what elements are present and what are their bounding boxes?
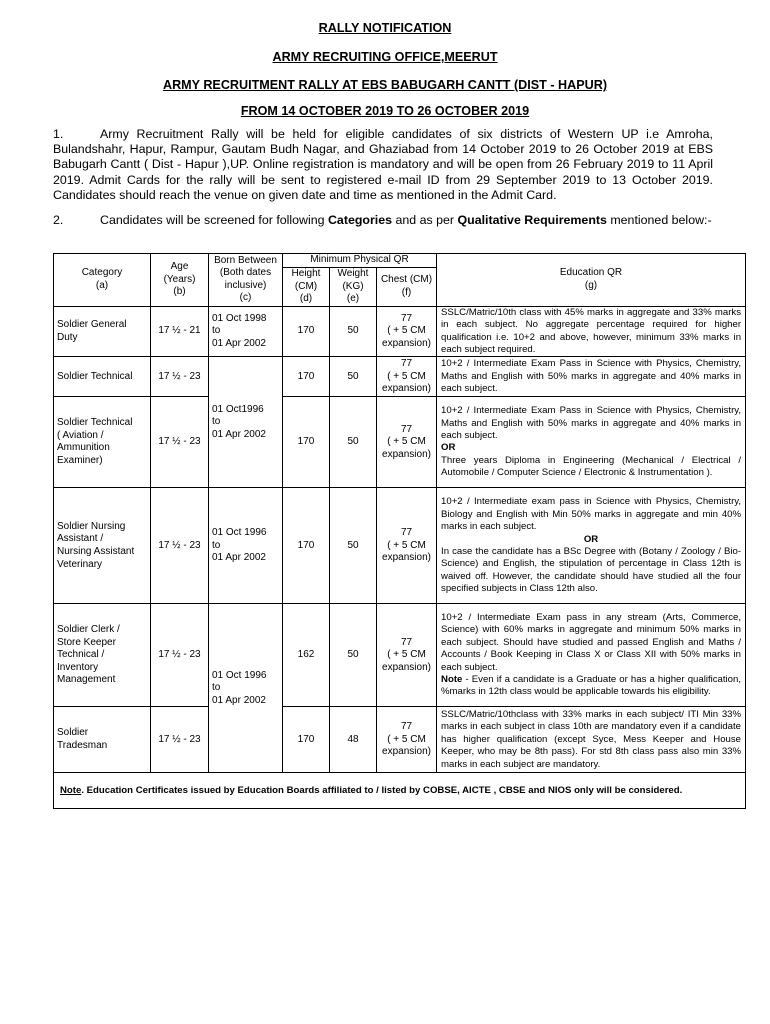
table-note-row xyxy=(54,773,746,809)
height-cell: 170 xyxy=(283,357,330,397)
age-cell: 17 ½ - 23 xyxy=(151,357,209,397)
education-cell: 10+2 / Intermediate Exam Pass in Science with Physics, Chemistry, Maths and English with 50% marks in aggregate and 40% marks in each subject. xyxy=(437,357,746,397)
paragraph-1 xyxy=(53,127,713,203)
age-cell: 17 ½ - 23 xyxy=(151,707,209,773)
education-cell: SSLC/Matric/10thclass with 33% marks in each subject/ ITI Min 33% marks in each subject in class 10th are mandatory even if a candidate has higher qualification (except Syce, Mess Keeper and House Keeper, who may be 8th pass). For std 8th class pass also min 33% marks in each subject are mandatory. xyxy=(437,707,746,773)
weight-cell: 50 xyxy=(330,357,377,397)
height-cell: 170 xyxy=(283,488,330,604)
born-cell-shared: 01 Oct 1996 to 01 Apr 2002 xyxy=(209,604,283,773)
weight-cell: 50 xyxy=(330,604,377,707)
height-cell: 170 xyxy=(283,707,330,773)
education-cell: 10+2 / Intermediate exam pass in Science with Physics, Chemistry, Biology and English with Min 50% marks in aggregate and min 40% marks in each subject. OR In case the candidate has a BSc Degree with (Botany / Zoology / Bio-Science) and English, the stipulation of percentage in Class 12th is waived off. However, the candidate should have studied all the four specified subjects in Class 12th also. xyxy=(437,488,746,604)
rally-venue-heading: ARMY RECRUITMENT RALLY AT EBS BABUGARH CANTT (DIST - HAPUR) xyxy=(162,78,608,92)
height-cell: 170 xyxy=(283,397,330,488)
recruiting-office-heading: ARMY RECRUITING OFFICE,MEERUT xyxy=(272,50,498,64)
header-height: Height (CM) (d) xyxy=(283,268,330,307)
chest-cell: 77 ( + 5 CM expansion) xyxy=(377,397,437,488)
chest-cell: 77 ( + 5 CM expansion) xyxy=(377,306,437,357)
education-certificates-note xyxy=(54,773,746,809)
age-cell: 17 ½ - 21 xyxy=(151,306,209,357)
table-row xyxy=(54,604,746,707)
paragraph-2 xyxy=(53,213,713,228)
qualitative-requirements-bold: Qualitative Requirements xyxy=(457,213,607,227)
education-cell: 10+2 / Intermediate Exam pass in any stream (Arts, Commerce, Science) with 60% marks in aggregate and minimum 50% marks in each subject. Should have studied and passed English and Maths / Accounts / Book Keeping in Class X or Class XII with 50% marks in each subject. Note - Even if a candidate is a Graduate or has a higher qualification, %marks in 12th class would be applicable towards his eligibility. xyxy=(437,604,746,707)
rally-dates-heading: FROM 14 OCTOBER 2019 TO 26 OCTOBER 2019 xyxy=(240,104,530,118)
height-cell: 162 xyxy=(283,604,330,707)
paragraph-2-post: mentioned below:- xyxy=(606,213,712,227)
header-weight: Weight (KG) (e) xyxy=(330,268,377,307)
weight-cell: 50 xyxy=(330,397,377,488)
height-cell: 170 xyxy=(283,306,330,357)
education-cell: 10+2 / Intermediate Exam Pass in Science with Physics, Chemistry, Maths and English with 50% marks in aggregate and 40% marks in each subject. OR Three years Diploma in Engineering (Mechanical / Electrical / Automobile / Computer Science / Electronic & Instrumentation ). xyxy=(437,397,746,488)
table-row xyxy=(54,306,746,357)
note-label: Note xyxy=(60,784,82,796)
table-row xyxy=(54,397,746,488)
born-cell: 01 Oct 1998 to 01 Apr 2002 xyxy=(209,306,283,357)
header-age: Age (Years) (b) xyxy=(151,254,209,307)
weight-cell: 50 xyxy=(330,488,377,604)
table-row xyxy=(54,357,746,397)
header-born-between: Born Between (Both dates inclusive) (c) xyxy=(209,254,283,307)
education-cell: SSLC/Matric/10th class with 45% marks in aggregate and 33% marks in each subject. No aggregate percentage required for higher qualification i.e. 10+2 and above, however, minimum 33% marks in each subject required. xyxy=(437,306,746,357)
qualitative-requirements-table xyxy=(53,253,746,809)
chest-cell: 77 ( + 5 CM expansion) xyxy=(377,357,437,397)
note-text: . Education Certificates issued by Education Boards affiliated to / listed by COBSE, AICTE , CBSE and NIOS only will be considered. xyxy=(81,784,683,796)
rally-notification-title: RALLY NOTIFICATION xyxy=(318,21,452,35)
table-row xyxy=(54,707,746,773)
paragraph-2-number: 2. xyxy=(53,213,64,227)
category-cell: Soldier General Duty xyxy=(54,306,151,357)
category-cell: Soldier Nursing Assistant / Nursing Assistant Veterinary xyxy=(54,488,151,604)
age-cell: 17 ½ - 23 xyxy=(151,397,209,488)
category-cell: Soldier Technical xyxy=(54,357,151,397)
born-cell-shared: 01 Oct1996 to 01 Apr 2002 xyxy=(209,357,283,488)
categories-bold: Categories xyxy=(327,213,393,227)
weight-cell: 50 xyxy=(330,306,377,357)
paragraph-2-pre: Candidates will be screened for following xyxy=(100,213,328,227)
paragraph-2-mid: and as per xyxy=(392,213,458,227)
chest-cell: 77 ( + 5 CM expansion) xyxy=(377,707,437,773)
paragraph-1-text: Army Recruitment Rally will be held for eligible candidates of six districts of Western UP i.e Amroha, Bulandshahr, Hapur, Rampur, Gautam Budh Nagar, and Ghaziabad from 14 October 2019 to 26 October 2019 at EBS Babugarh Cantt ( Dist - Hapur ),UP. Online registration is mandatory and will be open from 26 February 2019 to 11 April 2019. Admit Cards for the rally will be sent to registered e-mail ID from 29 September 2019 to 13 October 2019. Candidates should reach the venue on given date and time as mentioned in the Admit Card. xyxy=(53,127,713,202)
weight-cell: 48 xyxy=(330,707,377,773)
table-row xyxy=(54,488,746,604)
category-cell: Soldier Technical ( Aviation / Ammunition Examiner) xyxy=(54,397,151,488)
header-chest: Chest (CM) (f) xyxy=(377,268,437,307)
age-cell: 17 ½ - 23 xyxy=(151,604,209,707)
header-education-qr: Education QR (g) xyxy=(437,254,746,307)
category-cell: Soldier Tradesman xyxy=(54,707,151,773)
born-cell: 01 Oct 1996 to 01 Apr 2002 xyxy=(209,488,283,604)
header-minimum-physical-qr: Minimum Physical QR xyxy=(283,254,437,268)
header-category: Category (a) xyxy=(54,254,151,307)
chest-cell: 77 ( + 5 CM expansion) xyxy=(377,604,437,707)
category-cell: Soldier Clerk / Store Keeper Technical / Inventory Management xyxy=(54,604,151,707)
chest-cell: 77 ( + 5 CM expansion) xyxy=(377,488,437,604)
age-cell: 17 ½ - 23 xyxy=(151,488,209,604)
paragraph-1-number: 1. xyxy=(53,127,64,141)
